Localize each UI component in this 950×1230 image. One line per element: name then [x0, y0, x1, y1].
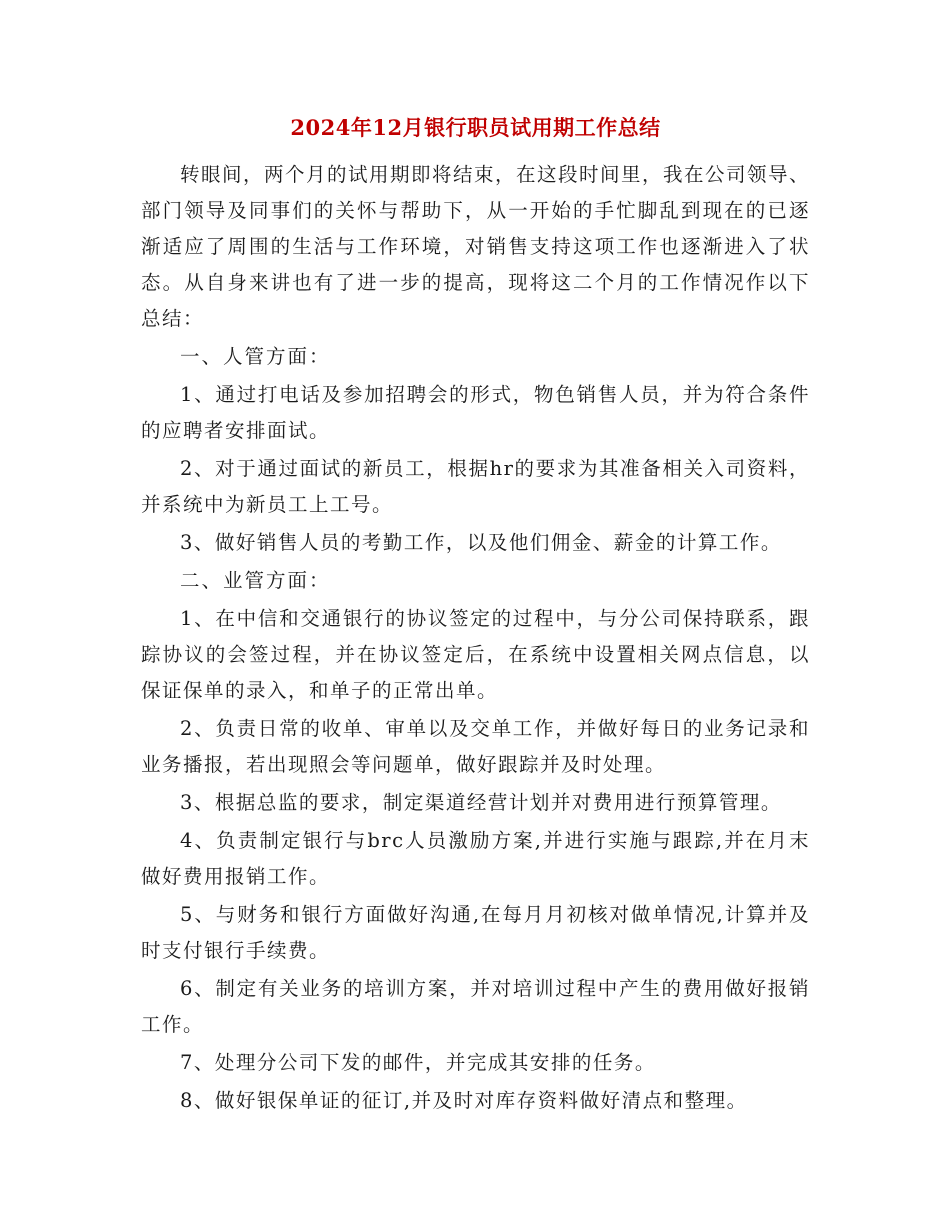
- intro-paragraph: 转眼间，两个月的试用期即将结束，在这段时间里，我在公司领导、部门领导及同事们的关怀与帮助下，从一开始的手忙脚乱到现在的已逐渐适应了周围的生活与工作环境，对销售支持这项工作也逐渐进入了状态。从自身来讲也有了进一步的提高，现将这二个月的工作情况作以下总结：: [141, 163, 811, 330]
- business-item-4: 4、负责制定银行与brc人员激励方案,并进行实施与跟踪,并在月末做好费用报销工作。: [141, 829, 810, 888]
- business-item-6: 6、制定有关业务的培训方案，并对培训过程中产生的费用做好报销工作。: [141, 977, 810, 1036]
- business-item-1: 1、在中信和交通银行的协议签定的过程中，与分公司保持联系，跟踪协议的会签过程，并在协议签定后，在系统中设置相关网点信息，以保证保单的录入，和单子的正常出单。: [141, 607, 810, 702]
- personnel-item-3: 3、做好销售人员的考勤工作，以及他们佣金、薪金的计算工作。: [180, 531, 782, 554]
- document-title: 2024年12月银行职员试用期工作总结: [290, 115, 661, 140]
- business-item-7: 7、处理分公司下发的邮件，并完成其安排的任务。: [180, 1051, 656, 1074]
- business-item-3: 3、根据总监的要求，制定渠道经营计划并对费用进行预算管理。: [180, 791, 782, 814]
- personnel-item-1: 1、通过打电话及参加招聘会的形式，物色销售人员，并为符合条件的应聘者安排面试。: [141, 383, 810, 442]
- document-body: [141, 157, 810, 1119]
- section-heading-personnel: 一、人管方面：: [180, 345, 331, 368]
- business-item-2: 2、负责日常的收单、审单以及交单工作，并做好每日的业务记录和业务播报，若出现照会等问题单，做好跟踪并及时处理。: [141, 717, 810, 776]
- business-item-8: 8、做好银保单证的征订,并及时对库存资料做好清点和整理。: [180, 1089, 748, 1112]
- personnel-item-2: 2、对于通过面试的新员工，根据hr的要求为其准备相关入司资料，并系统中为新员工上工号。: [141, 457, 810, 516]
- business-item-5: 5、与财务和银行方面做好沟通,在每月月初核对做单情况,计算并及时支付银行手续费。: [141, 903, 810, 962]
- section-heading-business: 二、业管方面：: [180, 569, 331, 592]
